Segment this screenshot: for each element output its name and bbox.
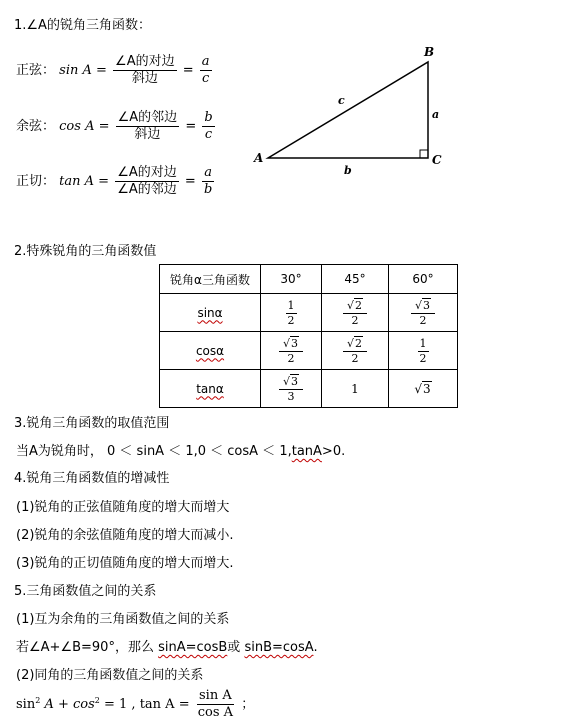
tan-quotient: [196, 688, 235, 721]
identity-exp: 2: [94, 696, 100, 705]
complementary-subtitle: (1)互为余角的三角函数值之间的关系: [16, 612, 230, 627]
side-a: a: [432, 108, 440, 121]
complementary-relation: [16, 636, 318, 655]
cosine-label: 余弦：: [16, 119, 56, 134]
fraction-den: 3: [287, 389, 295, 403]
identity-exp: 2: [35, 696, 41, 705]
value-cell: 1: [322, 370, 389, 408]
cosine-func: cos A =: [59, 119, 110, 134]
sine-func: sin A =: [59, 63, 107, 78]
tangent-numerator: ∠A的对边: [117, 165, 177, 180]
same-angle-subtitle: (2)同角的三角函数值之间的关系: [16, 668, 204, 683]
sine-eq: =: [182, 63, 194, 78]
value-fraction: [286, 299, 297, 328]
quotient-den: cos A: [197, 705, 234, 720]
tangent-ratio-num: a: [204, 165, 212, 180]
cosine-ratio-num: b: [204, 110, 213, 125]
vertex-C: C: [432, 153, 442, 167]
vertex-A: A: [254, 151, 264, 165]
fraction-den: 2: [419, 351, 427, 365]
range-text: 当A为锐角时， 0 ＜ sinA ＜ 1,0 ＜ cosA ＜ 1,: [16, 444, 292, 459]
fraction-den: 2: [287, 351, 295, 365]
tangent-ratio: [202, 165, 214, 198]
identity-end: ；: [241, 697, 255, 712]
cosine-eq: =: [185, 119, 197, 134]
relation-eq1: sinA=cosB: [158, 640, 228, 655]
sine-ratio-den: c: [202, 71, 210, 86]
triangle-shape: [268, 62, 428, 158]
cosine-denominator: 斜边: [134, 127, 161, 142]
radicand: 3: [291, 374, 298, 388]
section5-title: 5.三角函数值之间的关系: [14, 584, 157, 599]
identity-sin: sin: [16, 697, 36, 712]
quotient-num: sin A: [199, 688, 232, 703]
row-label: cosα: [195, 343, 225, 358]
tangent-definition: [16, 165, 216, 198]
side-b: b: [344, 164, 352, 177]
value-fraction: $\frac{√2}{2}$: [343, 337, 367, 366]
section2-title: 2.特殊锐角的三角函数值: [14, 244, 157, 259]
list-item: (3)锐角的正切值随角度的增大而增大.: [16, 556, 234, 571]
sine-ratio: [200, 54, 212, 87]
row-label: tanα: [196, 381, 224, 396]
tangent-label: 正切：: [16, 174, 56, 189]
right-triangle-diagram: [250, 40, 450, 180]
radicand: 2: [355, 298, 362, 312]
table-row: [160, 332, 458, 370]
header-cell: 锐角α三角函数: [160, 265, 261, 294]
section3-title: 3.锐角三角函数的取值范围: [14, 416, 170, 431]
value-fraction: $\frac{√2}{2}$: [343, 299, 367, 328]
cosine-ratio: [202, 110, 214, 143]
sine-numerator: ∠A的对边: [115, 54, 175, 69]
value-sqrt: √3: [414, 381, 431, 396]
cosine-numerator: ∠A的邻边: [117, 110, 178, 125]
radicand: 2: [355, 336, 362, 350]
value-fraction: $\frac{√3}{2}$: [279, 337, 303, 366]
range-tail: >0.: [321, 444, 346, 459]
fraction-den: 2: [351, 313, 359, 327]
value-fraction: $\frac{√3}{3}$: [279, 375, 303, 404]
identity-tan: = 1 , tan A =: [104, 697, 190, 712]
range-statement: [16, 440, 345, 459]
value-fraction: [418, 337, 429, 366]
radicand: 3: [291, 336, 298, 350]
table-row: [160, 370, 458, 408]
header-cell: 30°: [261, 265, 322, 294]
relation-prefix: 若∠A+∠B=90°，那么: [16, 640, 154, 655]
tangent-fraction: [115, 165, 179, 198]
sine-denominator: 斜边: [131, 71, 158, 86]
section1-title: 1.∠A的锐角三角函数：: [14, 18, 151, 33]
tangent-eq: =: [184, 174, 196, 189]
value-fraction: $\frac{√3}{2}$: [411, 299, 435, 328]
cosine-fraction: [116, 110, 180, 143]
section4-title: 4.锐角三角函数值的增减性: [14, 471, 170, 486]
special-angle-table: [159, 264, 458, 408]
list-item: (1)锐角的正弦值随角度的增大而增大: [16, 500, 230, 515]
radicand: 3: [423, 381, 431, 396]
sine-ratio-num: a: [201, 54, 210, 69]
tangent-ratio-den: b: [203, 182, 213, 197]
cosine-definition: [16, 110, 217, 143]
table-row: [160, 294, 458, 332]
cosine-ratio-den: c: [204, 127, 213, 142]
radicand: 3: [423, 298, 430, 312]
sine-definition: [16, 54, 214, 87]
pythagorean-identity: [16, 688, 254, 721]
right-angle-mark: [420, 150, 428, 158]
tangent-func: tan A =: [59, 174, 110, 189]
sine-label: 正弦：: [16, 63, 56, 78]
header-cell: 45°: [322, 265, 389, 294]
row-label: sinα: [197, 305, 223, 320]
fraction-num: 1: [287, 298, 295, 312]
relation-eq2: sinB=cosA: [244, 640, 314, 655]
fraction-den: 2: [419, 313, 427, 327]
fraction-den: 2: [351, 351, 359, 365]
header-cell: 60°: [389, 265, 458, 294]
list-item: (2)锐角的余弦值随角度的增大而减小.: [16, 528, 234, 543]
fraction-num: 1: [419, 336, 427, 350]
side-c: c: [338, 94, 345, 107]
vertex-B: B: [424, 45, 435, 59]
tangent-denominator: ∠A的邻边: [117, 182, 177, 197]
table-header-row: [160, 265, 458, 294]
range-tan: tanA: [291, 444, 322, 459]
sine-fraction: [113, 54, 177, 87]
fraction-den: 2: [287, 313, 295, 327]
relation-end: .: [313, 640, 318, 655]
identity-mid: A + cos: [44, 697, 95, 712]
relation-or: 或: [227, 640, 241, 655]
